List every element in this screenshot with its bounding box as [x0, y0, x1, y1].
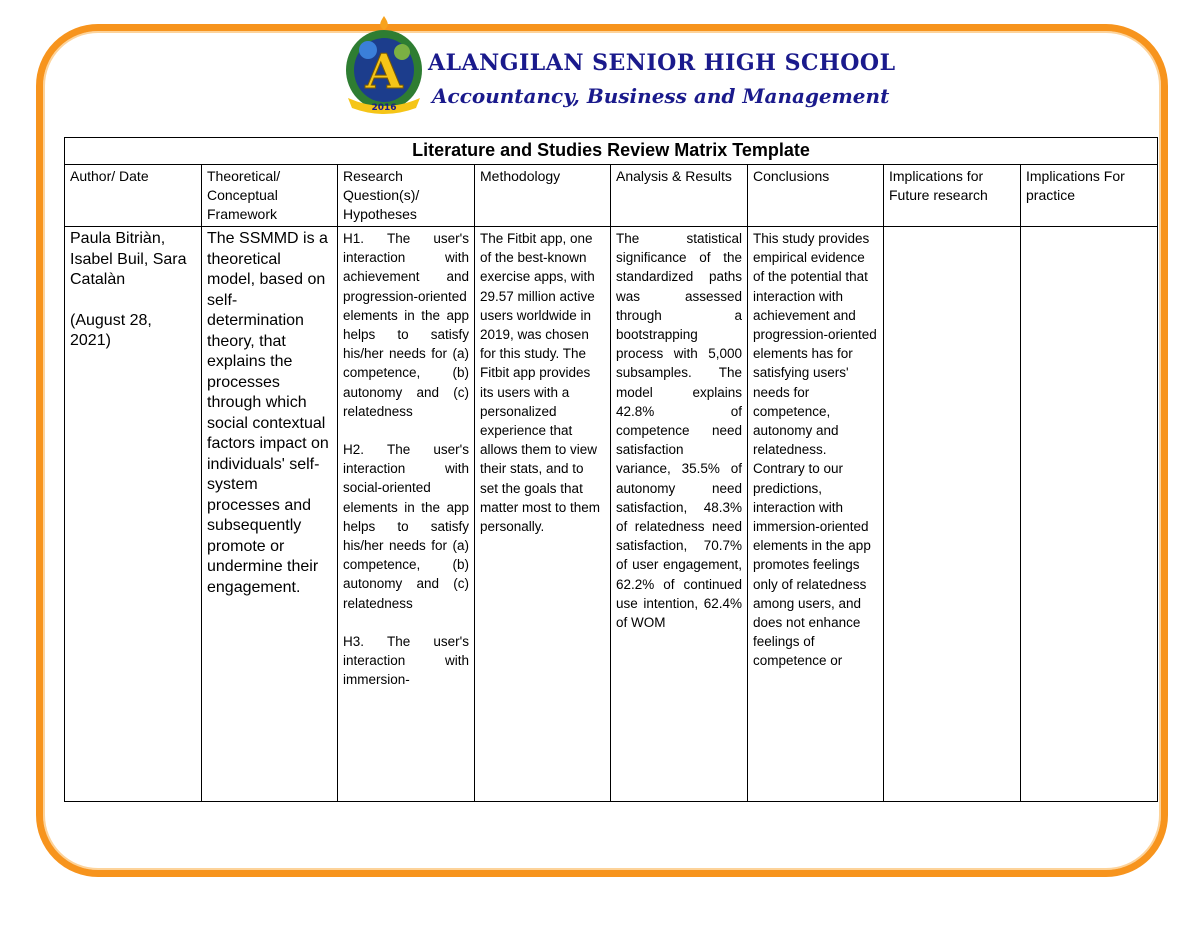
hypothesis-1: H1. The user's interaction with achievement and progression-oriented elements in the app helps to satisfy his/her needs for (a) competence, (b) autonomy and (c) relatedness — [343, 231, 469, 419]
strand-name: Accountancy, Business and Management — [432, 84, 890, 108]
table-row — [65, 227, 1158, 802]
publication-date: (August 28, 2021) — [70, 311, 152, 349]
school-logo — [340, 14, 428, 118]
cell-author-date — [65, 227, 202, 802]
hypothesis-2: H2. The user's interaction with social-oriented elements in the app helps to satisfy his/her needs for (a) competence, (b) autonomy and (c) relatedness — [343, 442, 469, 611]
logo-letter: A — [365, 44, 403, 100]
header-methodology: Methodology — [475, 165, 611, 227]
cell-practice — [1021, 227, 1158, 802]
header-practice: Implications For practice — [1021, 165, 1158, 227]
cell-methodology: The Fitbit app, one of the best-known exercise apps, with 29.57 million active users worldwide in 2019, was chosen for this study. The Fitbit app provides its users with a personalized experience that allows them to view their stats, and to set the goals that matter most to them personally. — [475, 227, 611, 802]
author-names: Paula Bitriàn, Isabel Buil, Sara Catalàn — [70, 230, 187, 288]
header-framework: Theoretical/ Conceptual Framework — [202, 165, 338, 227]
cell-analysis-results: The statistical significance of the standardized paths was assessed through a bootstrapping process with 5,000 subsamples. The model explains 42.8% of competence need satisfaction variance, 35.5% of autonomy need satisfaction, 48.3% of relatedness need satisfaction, 70.7% of user engagement, 62.2% of continued use intention, 62.4% of WOM — [611, 227, 748, 802]
hypothesis-3: H3. The user's interaction with immersion- — [343, 633, 469, 688]
cell-hypotheses — [338, 227, 475, 802]
header-research-questions: Research Question(s)/ Hypotheses — [338, 165, 475, 227]
header-row — [65, 165, 1158, 227]
cell-framework: The SSMMD is a theoretical model, based on self-determination theory, that explains the processes through which social contextual factors impact on individuals' self-system processes and subsequently promote or undermine their engagement. — [202, 227, 338, 802]
header-conclusions: Conclusions — [748, 165, 884, 227]
logo-year: 2016 — [371, 103, 397, 113]
school-name: ALANGILAN SENIOR HIGH SCHOOL — [428, 50, 896, 76]
cell-future-research — [884, 227, 1021, 802]
header-author-date: Author/ Date — [65, 165, 202, 227]
review-matrix-table — [64, 137, 1158, 802]
matrix-title: Literature and Studies Review Matrix Template — [65, 138, 1158, 165]
header-analysis-results: Analysis & Results — [611, 165, 748, 227]
cell-conclusions: This study provides empirical evidence of the potential that interaction with achievement and progression-oriented elements has for satisfying users' needs for competence, autonomy and relatedness. Contrary to our predictions, interaction with immersion-oriented elements in the app promotes feelings only of relatedness among users, and does not enhance feelings of competence or — [748, 227, 884, 802]
school-header — [340, 14, 896, 124]
header-future-research: Implications for Future research — [884, 165, 1021, 227]
